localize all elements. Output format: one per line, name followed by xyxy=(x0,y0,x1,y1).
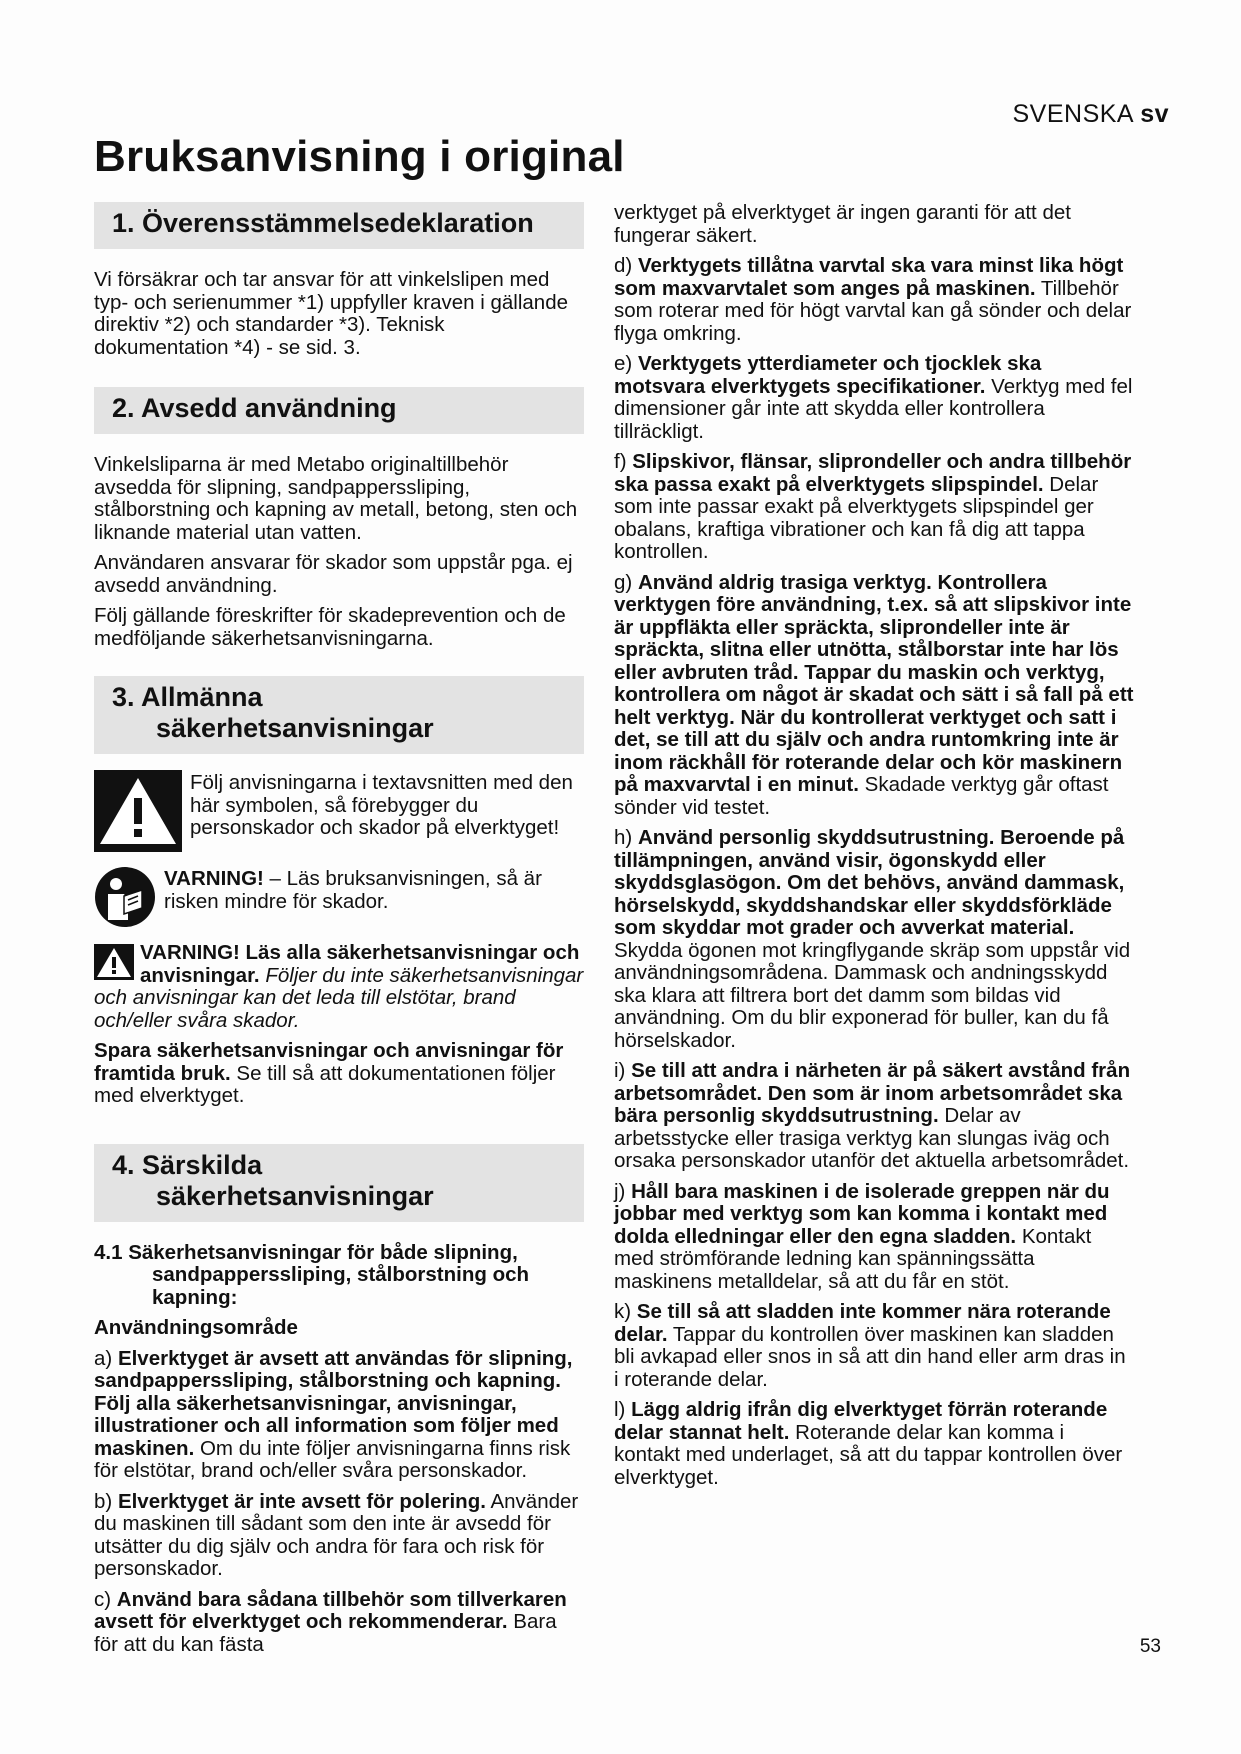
item-d: d) Verktygets tillåtna varvtal ska vara minst lika högt som maxvarvtalet som anges på maskinen. Tillbehör som roterar med för högt varvtal kan gå sönder och delar flyga omkring. xyxy=(614,254,1132,345)
warning-triangle-icon xyxy=(94,770,182,852)
subsection-4-1-heading: 4.1 Säkerhetsanvisningar för både slipning, sandpapperssliping, stålborstning och kapning: xyxy=(94,1240,530,1309)
item-l: l) Lägg aldrig ifrån dig elverktyget förrän roterande delar stannat helt. Roterande delar kan komma i kontakt med underlaget, så att du tappar kontrollen över elverktyget. xyxy=(614,1398,1123,1489)
right-column xyxy=(614,202,1134,1497)
read-manual-text: VARNING! – Läs bruksanvisningen, så är risken mindre för skador. xyxy=(164,867,542,913)
usage-area-heading: Användningsområde xyxy=(94,1316,298,1339)
section-4-heading-line2: säkerhetsanvisningar xyxy=(156,1180,434,1211)
item-a: a) Elverktyget är avsett att användas för slipning, sandpapperssliping, stålborstning och kapning. Följ alla säkerhetsanvisningar, anvisningar, illustrationer och all information som följer med maskinen. Om du inte följer anvisningarna finns risk för elstötar, brand och/eller svåra personskador. xyxy=(94,1346,573,1482)
section-3-heading-line1: 3. Allmänna xyxy=(112,682,263,712)
item-c: c) Använd bara sådana tillbehör som tillverkaren avsett för elverktyget och rekommenderar. Bara för att du kan fästa xyxy=(94,1587,567,1656)
section-3-heading-line2: säkerhetsanvisningar xyxy=(156,713,434,743)
page-title: Bruksanvisning i original xyxy=(94,132,625,181)
left-column xyxy=(94,202,584,1664)
item-i: i) Se till att andra i närheten är på säkert avstånd från arbetsområdet. Den som är inom arbetsområdet ska bära personlig skyddsutrustning. Delar av arbetsstycke eller trasiga verktyg kan slungas iväg och orsaka personskador utanför det aktuella arbetsområdet. xyxy=(614,1059,1131,1172)
item-j: j) Håll bara maskinen i de isolerade greppen när du jobbar med verktyg som kan komma i kontakt med dolda elledningar eller den egna sladden. Kontakt med strömförande ledning kan spänningssätta maskinens metalldelar, så att du får en stöt. xyxy=(614,1179,1110,1293)
general-warning: VARNING! Läs alla säkerhetsanvisningar och anvisningar. Följer du inte säkerhetsanvisningar och anvisningar kan det leda till elstötar, brand och/eller svåra skador. xyxy=(94,941,584,1032)
warning-symbol-text: Följ anvisningarna i textavsnitten med den här symbolen, så förebygger du personskador och skador på elverktyget! xyxy=(190,771,573,839)
section-1-text: Vi försäkrar och tar ansvar för att vinkelslipen med typ- och serienummer *1) uppfyller kraven i gällande direktiv *2) och standarder *3). Teknisk dokumentation *4) - se sid. 3. xyxy=(94,268,569,359)
item-f: f) Slipskivor, flänsar, sliprondeller och andra tillbehör ska passa exakt på elverktygets slipspindel. Delar som inte passar exakt på elverktygets slipspindel ger obalans, kraftiga vibrationer och kan få dig att tappa kontrollen. xyxy=(614,450,1132,563)
item-k: k) Se till så att sladden inte kommer nära roterande delar. Tappar du kontrollen över maskinen kan sladden bli avkapad eller snos in så att din hand eller arm dras in i roterande delar. xyxy=(614,1300,1126,1391)
language-word: SVENSKA xyxy=(1012,100,1133,128)
section-4-heading-line1: 4. Särskilda xyxy=(112,1149,263,1180)
item-e: e) Verktygets ytterdiameter och tjocklek ska motsvara elverktygets specifikationer. Verktyg med fel dimensioner går inte att skydda eller kontrollera tillräckligt. xyxy=(614,352,1133,443)
section-2-text-3: Följ gällande föreskrifter för skadeprevention och de medföljande säkerhetsanvisningarna. xyxy=(94,604,566,650)
section-3-heading xyxy=(94,676,584,754)
section-1-heading: 1. Överensstämmelsedeklaration xyxy=(94,202,584,249)
item-c-continued: verktyget på elverktyget är ingen garanti för att det fungerar säkert. xyxy=(614,201,1071,247)
item-b: b) Elverktyget är inte avsett för polering. Använder du maskinen till sådant som den inte är avsedd för utsätter du dig själv och andra för fara och risk för personskador. xyxy=(94,1489,579,1580)
read-manual-note xyxy=(94,866,584,928)
section-2-text-2: Användaren ansvarar för skador som uppstår pga. ej avsedd användning. xyxy=(94,551,573,597)
section-2-text-1: Vinkelsliparna är med Metabo originaltillbehör avsedda för slipning, sandpapperssliping, stålborstning och kapning av metall, betong, sten och liknande material utan vatten. xyxy=(94,453,578,544)
language-label xyxy=(1013,100,1170,129)
item-h: h) Använd personlig skyddsutrustning. Beroende på tillämpningen, använd visir, ögonskydd eller skyddsglasögon. Om det behövs, använd dammask, hörselskydd, skyddshandskar eller skyddsförkläde som skyddar mot grader och avverkat material. Skydda ögonen mot kringflygande skräp som uppstår vid användningsområdena. Dammask och andningsskydd ska klara att filtrera bort det damm som bildas vid användning. Om du blir exponerad för buller, kan du få hörselskador. xyxy=(614,826,1131,1052)
section-2-heading: 2. Avsedd användning xyxy=(94,387,584,434)
warning-small-icon xyxy=(94,944,134,980)
item-g: g) Använd aldrig trasiga verktyg. Kontrollera verktygen före användning, t.ex. så att slipskivor inte är uppfläkta eller spräckta, sliprondeller inte är spräckta, slitna eller utnötta, stålborstar inte har lös eller avbruten tråd. Tappar du maskin och verktyg, kontrollera om något är skadat och sätt i så fall på ett helt verktyg. När du kontrollerat verktyget och satt i det, se till att du själv och andra runtomkring inte är inom räckhåll för roterande delar och kör maskinern på maxvarvtal i en minut. Skadade verktyg går oftast sönder vid testet. xyxy=(614,570,1134,819)
page-number: 53 xyxy=(1139,1636,1161,1657)
save-instructions: Spara säkerhetsanvisningar och anvisningar för framtida bruk. Se till så att dokumentationen följer med elverktyget. xyxy=(94,1039,564,1107)
section-4-heading xyxy=(94,1144,584,1222)
warning-symbol-note xyxy=(94,770,584,852)
read-manual-icon xyxy=(94,866,156,928)
language-code: sv xyxy=(1140,100,1169,128)
